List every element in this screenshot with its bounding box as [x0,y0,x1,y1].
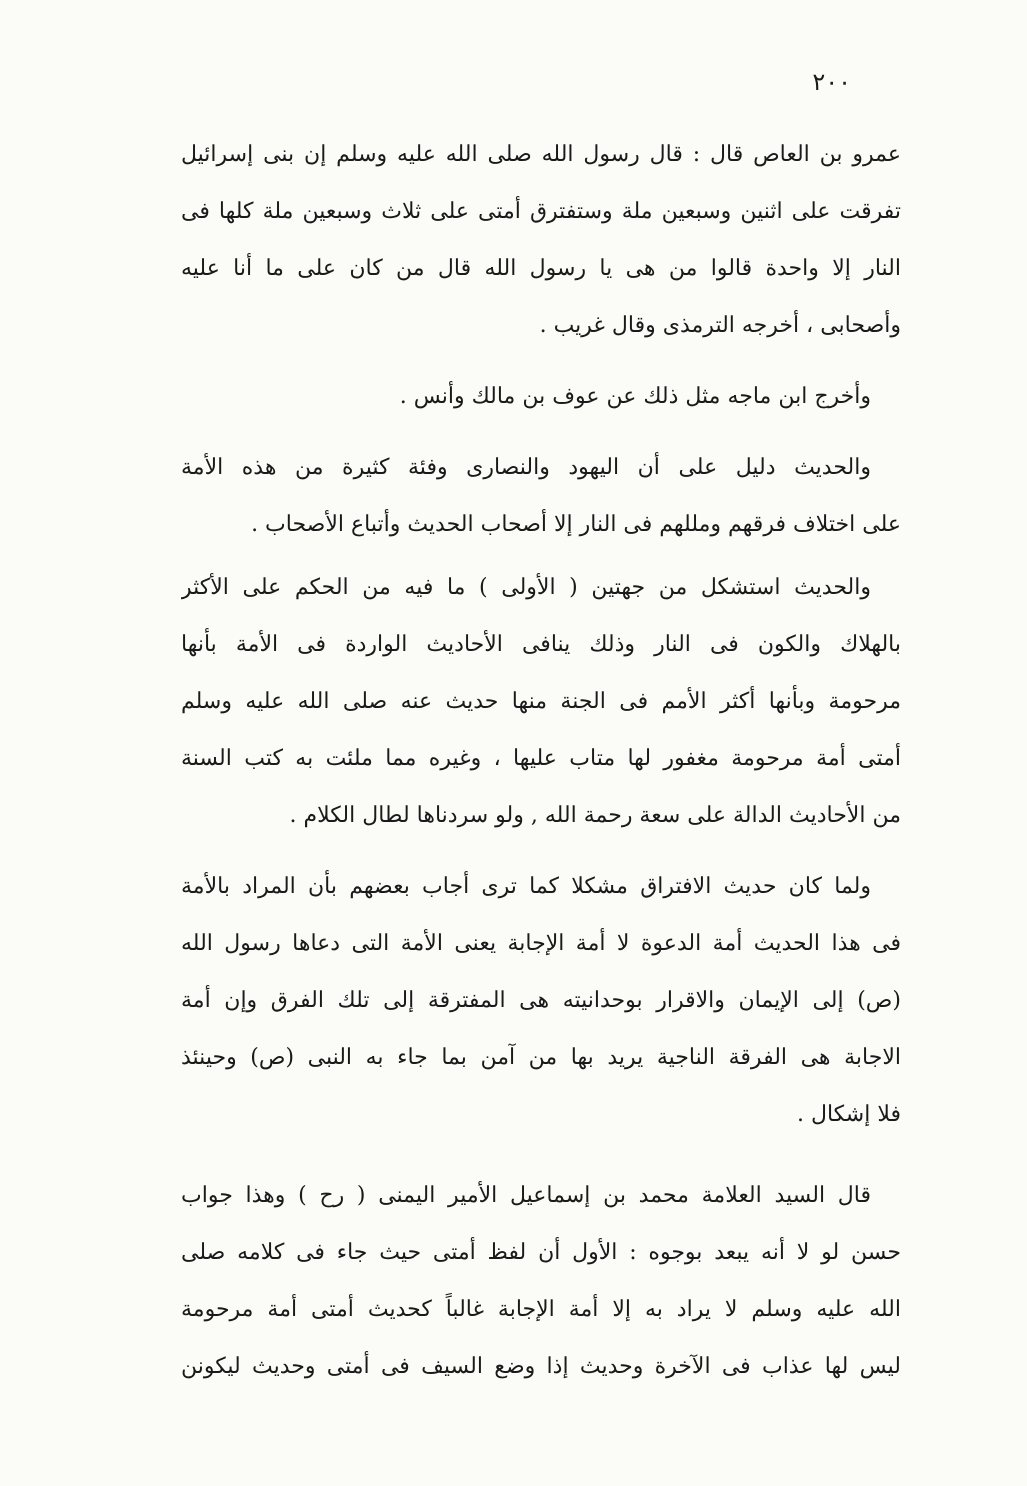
paragraph-hadith-narration [181,126,901,354]
text-line: فى هذا الحديث أمة الدعوة لا أمة الإجابة يعنى الأمة التى دعاها رسول الله [181,931,901,956]
text-line: والحديث دليل على أن اليهود والنصارى وفئة كثيرة من هذه الأمة [181,455,871,480]
text-line: ولما كان حديث الافتراق مشكلا كما ترى أجاب بعضهم بأن المراد بالأمة [181,874,871,899]
paragraph-hadith-problem [181,559,901,844]
text-line: وأخرج ابن ماجه مثل ذلك عن عوف بن مالك وأنس . [399,384,871,409]
text-line: عمرو بن العاص قال : قال رسول الله صلى الله عليه وسلم إن بنى إسرائيل [181,142,901,167]
text-line: فلا إشكال . [796,1102,901,1127]
text-line: وأصحابى ، أخرجه الترمذى وقال غريب . [539,313,901,338]
text-line: أمتى أمة مرحومة مغفور لها متاب عليها ، وغيره مما ملئت به كتب السنة [181,746,901,771]
text-line: بالهلاك والكون فى النار وذلك ينافى الأحاديث الواردة فى الأمة بأنها [181,632,901,657]
text-line: قال السيد العلامة محمد بن إسماعيل الأمير اليمنى ( رح ) وهذا جواب [181,1183,871,1208]
text-line: (ص) إلى الإيمان والاقرار بوحدانيته هى المفترقة إلى تلك الفرق وإن أمة [181,988,901,1013]
text-line: من الأحاديث الدالة على سعة رحمة الله , ولو سردناها لطال الكلام . [289,803,901,828]
text-line: والحديث استشكل من جهتين ( الأولى ) ما فيه من الحكم على الأكثر [181,575,871,600]
text-line: الاجابة هى الفرقة الناجية يريد بها من آمن بما جاء به النبى (ص) وحينئذ [181,1045,901,1070]
text-line: النار إلا واحدة قالوا من هى يا رسول الله قال من كان على ما أنا عليه [181,256,901,281]
paragraph-answer [181,858,901,1143]
text-line: حسن لو لا أنه يبعد بوجوه : الأول أن لفظ أمتى حيث جاء فى كلامه صلى [181,1240,901,1265]
text-line: ليس لها عذاب فى الآخرة وحديث إذا وضع السيف فى أمتى وحديث ليكونن [181,1354,901,1379]
text-line: تفرقت على اثنين وسبعين ملة وستفترق أمتى على ثلاث وسبعين ملة كلها فى [181,199,901,224]
text-line: مرحومة وبأنها أكثر الأمم فى الجنة منها حديث عنه صلى الله عليه وسلم [181,689,901,714]
paragraph-ibn-majah [181,368,901,425]
body-text [181,126,901,1395]
text-line: الله عليه وسلم لا يراد به إلا أمة الإجابة غالباً كحديث أمتى أمة مرحومة [181,1297,901,1322]
paragraph-al-amir-commentary [181,1167,901,1395]
page-number: ٢٠٠ [812,68,851,96]
text-line: على اختلاف فرقهم ومللهم فى النار إلا أصحاب الحديث وأتباع الأصحاب . [251,512,901,537]
paragraph-hadith-evidence [181,439,901,553]
